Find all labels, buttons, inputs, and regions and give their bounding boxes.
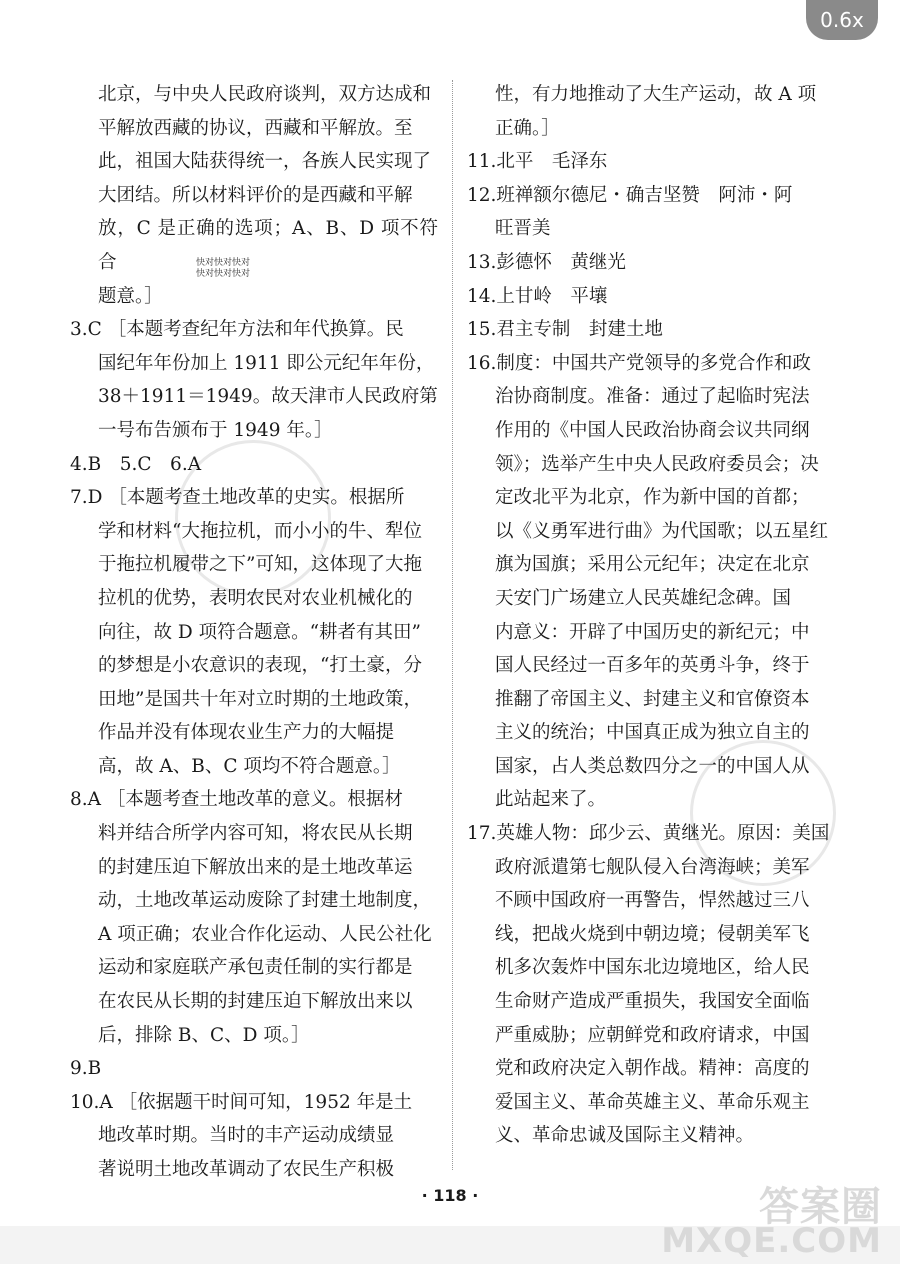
text-line: 内意义：开辟了中国历史的新纪元；中: [495, 621, 810, 643]
text-line: 国人民经过一百多年的英勇斗争，终于: [495, 655, 810, 677]
text-line: 上甘岭 平壤: [496, 285, 608, 307]
text-line: 在农民从长期的封建压迫下解放出来以: [98, 991, 413, 1013]
text-line: 平解放西藏的协议，西藏和平解放。至: [98, 117, 413, 139]
text-line: 38＋1911＝1949。故天津市人民政府第: [98, 386, 438, 408]
text-line: 天安门广场建立人民英雄纪念碑。国: [495, 587, 792, 609]
text-line: A ［依据题干时间可知，1952 年是土: [99, 1091, 413, 1113]
answer-item-14: [467, 280, 831, 314]
text-line: D ［本题考查土地改革的史实。根据所: [87, 487, 405, 509]
text-line: 君主专制 封建土地: [496, 319, 663, 341]
column-divider: [452, 80, 453, 1170]
text-line: C ［本题考查纪年方法和年代换算。民: [87, 319, 404, 341]
text-line: 北平 毛泽东: [496, 151, 608, 173]
answer-item-15: [467, 313, 831, 347]
text-line: 旗为国旗；采用公元纪年；决定在北京: [495, 554, 810, 576]
text-line: 彭德怀 黄继光: [496, 251, 626, 273]
text-line: 向往，故 D 项符合题意。“耕者有其田”: [98, 621, 422, 643]
text-line: 地改革时期。当时的丰产运动成绩显: [98, 1125, 395, 1147]
item-number: 11.: [467, 151, 497, 173]
text-line: 政府派遣第七舰队侵入台湾海峡；美军: [495, 856, 810, 878]
small-note-line: 快对快对快对: [196, 258, 251, 268]
small-note-line: 快对快对快对: [196, 269, 251, 279]
text-line: 作用的《中国人民政治协商会议共同纲: [495, 419, 810, 441]
text-line: 推翻了帝国主义、封建主义和官僚资本: [495, 688, 810, 710]
answer-item-12: [467, 179, 831, 246]
item-number: 15.: [467, 319, 497, 341]
zoom-level-badge[interactable]: 0.6x: [806, 0, 878, 40]
text-line: 性，有力地推动了大生产运动，故 A 项: [495, 84, 817, 105]
text-line: 严重威胁；应朝鲜党和政府请求，中国: [495, 1024, 810, 1046]
text-line: 领》；选举产生中央人民政府委员会；决: [495, 453, 819, 475]
text-line: 旺晋美: [495, 218, 551, 240]
continued-answer-10: [467, 78, 831, 145]
answer-item-16: [467, 347, 831, 817]
item-number: 8.: [70, 789, 88, 811]
item-number: 9.: [70, 1058, 88, 1080]
text-line: 动，土地改革运动废除了封建土地制度，: [98, 890, 432, 912]
item-number: 14.: [467, 285, 497, 307]
text-line: 爱国主义、革命英雄主义、革命乐观主: [495, 1091, 810, 1113]
text-line: 机多次轰炸中国东北边境地区，给人民: [495, 957, 810, 979]
answer-item-3: [70, 313, 438, 447]
text-line: 生命财产造成严重损失，我国安全面临: [495, 991, 810, 1013]
text-line: 作品并没有体现农业生产力的大幅提: [98, 722, 395, 744]
item-number: 10.: [70, 1091, 100, 1113]
text-line: 治协商制度。准备：通过了起临时宪法: [495, 386, 810, 408]
answer-item-13: [467, 246, 831, 280]
text-line: 料并结合所学内容可知，将农民从长期: [98, 823, 413, 845]
text-line: 拉机的优势，表明农民对农业机械化的: [98, 587, 413, 609]
watermark-en: MXQE.COM: [661, 1221, 882, 1261]
item-number: 3.: [70, 319, 88, 341]
text-line: B 5.C 6.A: [87, 453, 202, 475]
text-line: 著说明土地改革调动了农民生产积极: [98, 1159, 395, 1180]
item-number: 12.: [467, 184, 497, 206]
answer-item-9: [70, 1052, 438, 1086]
text-line: 的封建压迫下解放出来的是土地改革运: [98, 856, 413, 878]
text-line: 题意。］: [98, 285, 163, 307]
text-line: 党和政府决定入朝作战。精神：高度的: [495, 1058, 810, 1080]
left-column: [70, 78, 438, 1187]
text-line: 放，C 是正确的选项；A、B、D 项不符合: [98, 218, 438, 273]
watermark-cn: 答案圈: [759, 1184, 882, 1230]
text-line: 一号布告颁布于 1949 年。］: [98, 419, 333, 441]
text-line: 此站起来了。: [495, 789, 607, 811]
text-line: 北京，与中央人民政府谈判，双方达成和: [98, 84, 432, 105]
text-line: 班禅额尔德尼・确吉坚赞 阿沛・阿: [496, 184, 793, 206]
text-line: 于拖拉机履带之下”可知，这体现了大拖: [98, 554, 422, 576]
item-number: 7.: [70, 487, 88, 509]
text-line: 国纪年年份加上 1911 即公元纪年年份，: [98, 352, 435, 374]
text-line: 后，排除 B、C、D 项。］: [98, 1024, 310, 1046]
text-line: 国家，占人类总数四分之一的中国人从: [495, 755, 810, 777]
text-line: 运动和家庭联产承包责任制的实行都是: [98, 957, 413, 979]
item-number: 4.: [70, 453, 88, 475]
text-line: 学和材料“大拖拉机，而小小的牛、犁位: [98, 520, 422, 542]
text-line: 主义的统治；中国真正成为独立自主的: [495, 722, 810, 744]
item-number: 16.: [467, 352, 497, 374]
text-line: 制度：中国共产党领导的多党合作和政: [496, 352, 811, 374]
text-line: 义、革命忠诚及国际主义精神。: [495, 1125, 755, 1147]
item-number: 17.: [467, 823, 497, 845]
text-line: 不顾中国政府一再警告，悍然越过三八: [495, 890, 810, 912]
text-line: 田地”是国共十年对立时期的土地政策，: [98, 688, 422, 710]
page-number: · 118 ·: [421, 1186, 479, 1205]
text-line: 以《义勇军进行曲》为代国歌；以五星红: [495, 520, 829, 542]
text-line: B: [87, 1058, 102, 1080]
text-line: 正确。］: [495, 117, 560, 139]
text-line: 定改北平为北京，作为新中国的首都；: [495, 487, 810, 509]
text-line: 英雄人物：邱少云、黄继光。原因：美国: [496, 823, 830, 845]
text-line: 此，祖国大陆获得统一，各族人民实现了: [98, 151, 432, 173]
answer-item-17: [467, 817, 831, 1153]
answer-item-11: [467, 145, 831, 179]
item-number: 13.: [467, 251, 497, 273]
text-line: 线，把战火烧到中朝边境；侵朝美军飞: [495, 923, 810, 945]
answer-item-7: [70, 481, 438, 783]
text-line: 高，故 A、B、C 项均不符合题意。］: [98, 755, 401, 777]
continued-answer-2: [70, 78, 438, 313]
text-line: A ［本题考查土地改革的意义。根据材: [87, 789, 403, 811]
text-line: 大团结。所以材料评价的是西藏和平解: [98, 184, 413, 206]
text-line: A 项正确；农业合作化运动、人民公社化: [98, 923, 432, 945]
answer-item-8: [70, 783, 438, 1052]
right-column: [467, 78, 831, 1153]
site-watermark: [661, 1184, 882, 1261]
answer-item-4-6: [70, 448, 438, 482]
text-line: 的梦想是小农意识的表现，“打土豪，分: [98, 655, 422, 677]
answer-item-10: [70, 1086, 438, 1187]
